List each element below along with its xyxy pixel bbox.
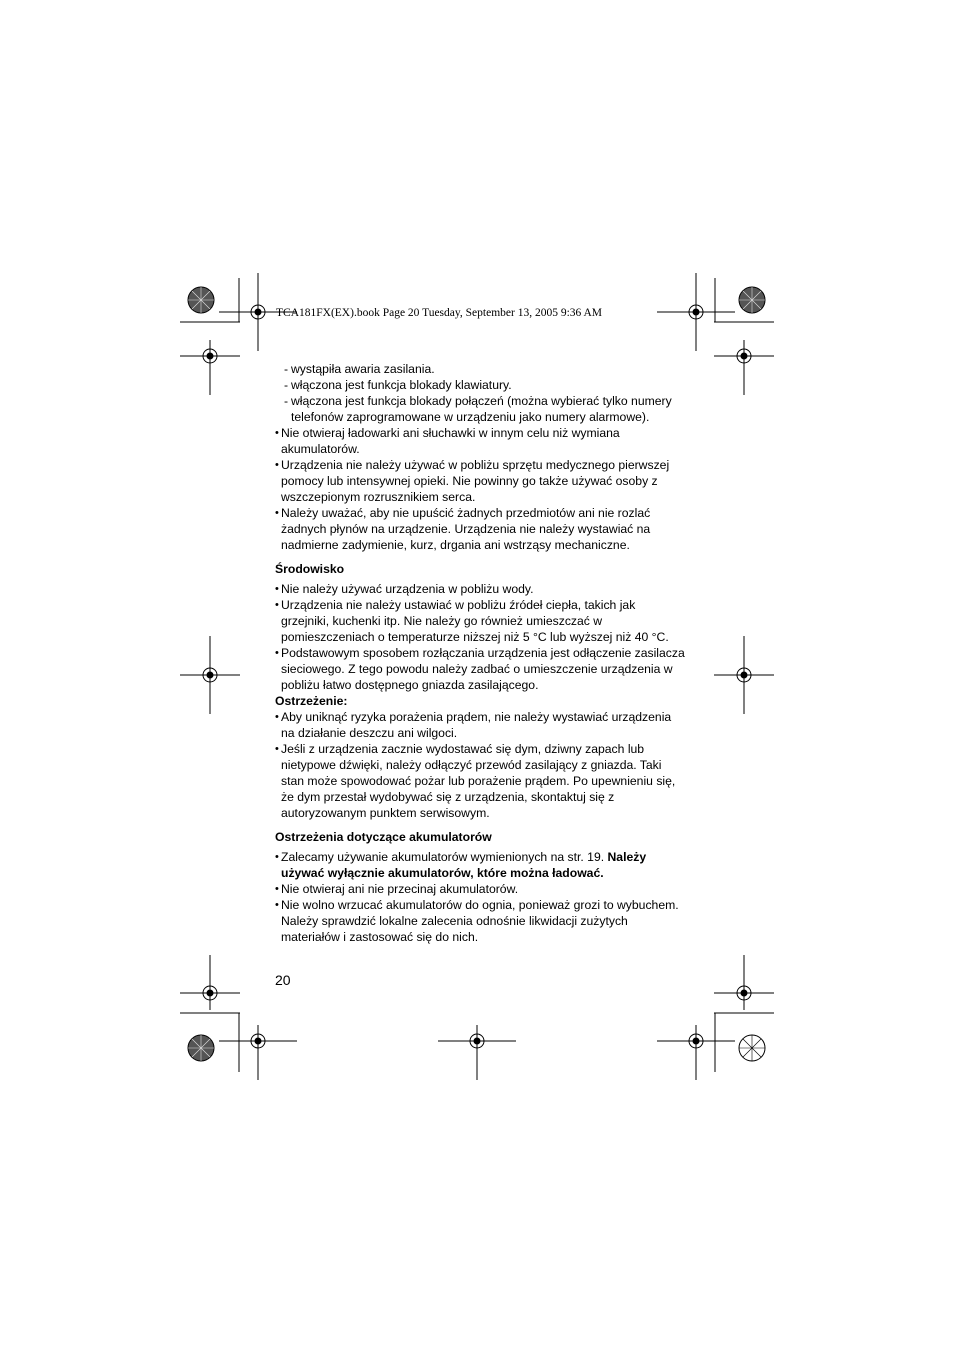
starburst-mark-icon: [739, 287, 765, 313]
registration-target-icon: [657, 273, 735, 351]
registration-target-icon: [180, 340, 240, 395]
battery-recommendation-bold: Należy używać wyłącznie akumulatorów, które można ładować.: [281, 850, 647, 880]
warning-title: Ostrzeżenie:: [275, 694, 348, 708]
starburst-mark-icon: [188, 1035, 214, 1061]
list-item: • Jeśli z urządzenia zacznie wydostawać się dym, dziwny zapach lub nietypowe dźwięki, należy odłączyć przewód zasilający z gniazda. Taki stan może spowodować pożar lub porażenie prądem. Po upewnieniu się, że dym przestał wydobywać się z urządzenia, skontaktuj się z autoryzowanym punktem serwisowym.: [275, 741, 685, 821]
page-content: [275, 361, 685, 945]
registration-target-icon: [180, 636, 240, 714]
battery-recommendation-text: Zalecamy używanie akumulatorów wymienionych na str. 19.: [281, 850, 608, 864]
list-item: • Nie otwieraj ładowarki ani słuchawki w innym celu niż wymiana akumulatorów.: [275, 425, 685, 457]
registration-target-icon: [714, 955, 774, 1010]
list-item: - wystąpiła awaria zasilania.: [276, 361, 685, 377]
registration-target-icon: [714, 636, 774, 714]
print-header: TCA181FX(EX).book Page 20 Tuesday, September 13, 2005 9:36 AM: [276, 307, 603, 319]
list-item: - włączona jest funkcja blokady połączeń (można wybierać tylko numery telefonów zaprogramowane w urządzeniu jako numery alarmowe).: [276, 393, 685, 425]
starburst-mark-icon: [739, 1035, 765, 1061]
registration-target-icon: [714, 340, 774, 395]
registration-target-icon: [180, 955, 240, 1010]
list-item: • Urządzenia nie należy ustawiać w pobliżu źródeł ciepła, takich jak grzejniki, kuchenki itp. Nie należy go również umieszczać w pomieszczeniach o temperaturze niższej niż 5 °C lub wyższej niż 40 °C.: [275, 597, 685, 645]
list-item: - włączona jest funkcja blokady klawiatury.: [276, 377, 685, 393]
list-item: • Podstawowym sposobem rozłączania urządzenia jest odłączenie zasilacza sieciowego. Z tego powodu należy zadbać o umieszczenie urządzenia w pobliżu łatwo dostępnego gniazda zasilającego.: [275, 645, 685, 693]
list-item: • Nie otwieraj ani nie przecinaj akumulatorów.: [275, 881, 685, 897]
starburst-mark-icon: [188, 287, 214, 313]
registration-target-icon: [657, 1025, 735, 1080]
section-title-battery: Ostrzeżenia dotyczące akumulatorów: [275, 830, 492, 844]
list-item: • Nie wolno wrzucać akumulatorów do ognia, ponieważ grozi to wybuchem. Należy sprawdzić lokalne zalecenia odnośnie likwidacji zużytych materiałów i zastosować się do nich.: [275, 897, 685, 945]
page-number: 20: [275, 972, 291, 988]
list-item: • Nie należy używać urządzenia w pobliżu wody.: [275, 581, 685, 597]
registration-target-icon: [438, 1025, 516, 1080]
list-item: • Aby uniknąć ryzyka porażenia prądem, nie należy wystawiać urządzenia na działanie deszczu ani wilgoci.: [275, 709, 685, 741]
registration-target-icon: [219, 1025, 297, 1080]
list-item: • Urządzenia nie należy używać w pobliżu sprzętu medycznego pierwszej pomocy lub intensywnej opieki. Nie powinny go także używać osoby z wszczepionym rozrusznikiem serca.: [275, 457, 685, 505]
list-item: [275, 849, 685, 881]
section-title-environment: Środowisko: [275, 562, 345, 576]
list-item: • Należy uważać, aby nie upuścić żadnych przedmiotów ani nie rozlać żadnych płynów na urządzenie. Urządzenia nie należy wystawiać na nadmierne zadymienie, kurz, drgania ani wstrząsy mechaniczne.: [275, 505, 685, 553]
